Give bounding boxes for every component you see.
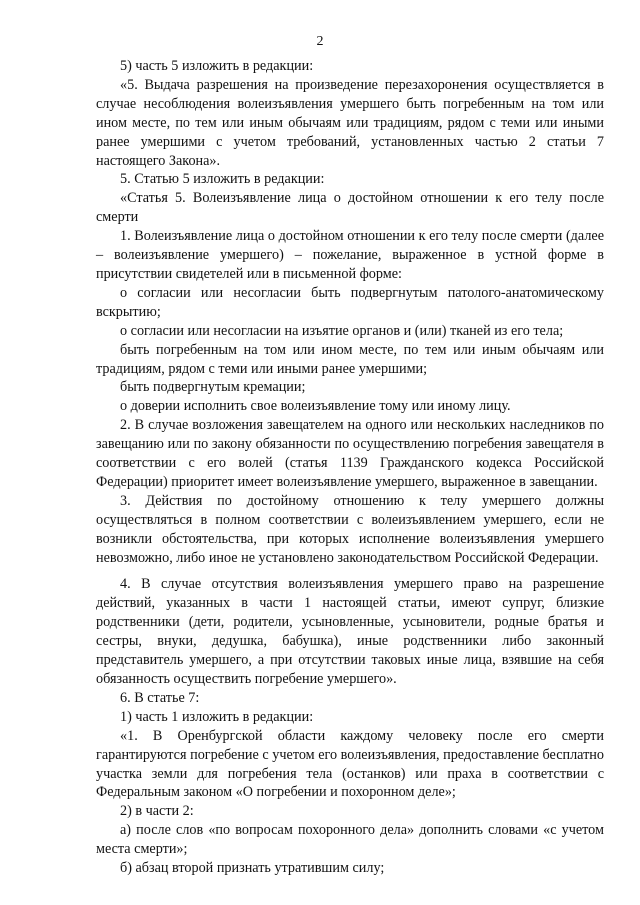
paragraph: 5. Статью 5 изложить в редакции: <box>120 171 325 188</box>
paragraph: 5) часть 5 изложить в редакции: <box>120 58 314 74</box>
paragraph: «5. Выдача разрешения на произведение перезахоронения осуществляется в случае несоблюдения волеизъявления умершего быть погребенным на том или ином месте, по тем или иным обычаям или традициям, рядом с теми или иными ранее умершими с учетом требований, установленных частью 2 статьи 7 настоящего Закона». <box>96 76 604 169</box>
paragraph: 1. Волеизъявление лица о достойном отношении к его телу после смерти (далее – волеизъявление умершего) – пожелание, выраженное в устной форме в присутствии свидетелей или в письменной форме: <box>96 228 604 282</box>
paragraph: о согласии или несогласии быть подвергнутым патолого-анатомическому вскрытию; <box>96 284 604 320</box>
paragraph: 3. Действия по достойному отношению к телу умершего должны осуществляться в полном соответствии с волеизъявлением умершего, если не возникли обстоятельства, при которых исполнение волеизъявления умершего невозможно, либо иное не установлено законодательством Российской Федерации. <box>96 492 604 566</box>
paragraph: быть подвергнутым кремации; <box>120 379 306 396</box>
paragraph: 2) в части 2: <box>120 803 194 820</box>
paragraph: б) абзац второй признать утратившим силу; <box>120 860 385 877</box>
document-body <box>96 57 604 878</box>
paragraph: о согласии или несогласии на изъятие органов и (или) тканей из его тела; <box>120 322 564 339</box>
paragraph: 2. В случае возложения завещателем на одного или нескольких наследников по завещанию или по закону обязанности по осуществлению погребения завещателя в соответствии с его волей (статья 1139 Гражданского кодекса Российской Федерации) приоритет имеет волеизъявление умершего, выраженное в завещании. <box>96 417 604 490</box>
paragraph: «Статья 5. Волеизъявление лица о достойном отношении к его телу после смерти <box>96 190 604 226</box>
page-number: 2 <box>316 34 324 49</box>
paragraph: 6. В статье 7: <box>120 689 200 706</box>
paragraph: 4. В случае отсутствия волеизъявления умершего право на разрешение действий, указанных в части 1 настоящей статьи, имеют супруг, близкие родственники (дети, родители, усыновленные, усыновители, родные братья и сестры, внуки, дедушка, бабушка), иные родственники либо законный представитель умершего, а при отсутствии таковых иные лица, взявшие на себя обязанность осуществить погребение умершего». <box>96 576 604 687</box>
paragraph: о доверии исполнить свое волеизъявление тому или иному лицу. <box>120 398 511 415</box>
paragraph: а) после слов «по вопросам похоронного дела» дополнить словами «с учетом места смерти»; <box>96 822 604 858</box>
paragraph: 1) часть 1 изложить в редакции: <box>120 708 314 725</box>
paragraph: быть погребенным на том или ином месте, по тем или иным обычаям или традициям, рядом с теми или иными ранее умершими; <box>96 341 604 377</box>
paragraph: «1. В Оренбургской области каждому человеку после его смерти гарантируются погребение с учетом его волеизъявления, предоставление бесплатно участка земли для погребения тела (останков) или праха в соответствии с Федеральным законом «О погребении и похоронном деле»; <box>96 727 604 801</box>
